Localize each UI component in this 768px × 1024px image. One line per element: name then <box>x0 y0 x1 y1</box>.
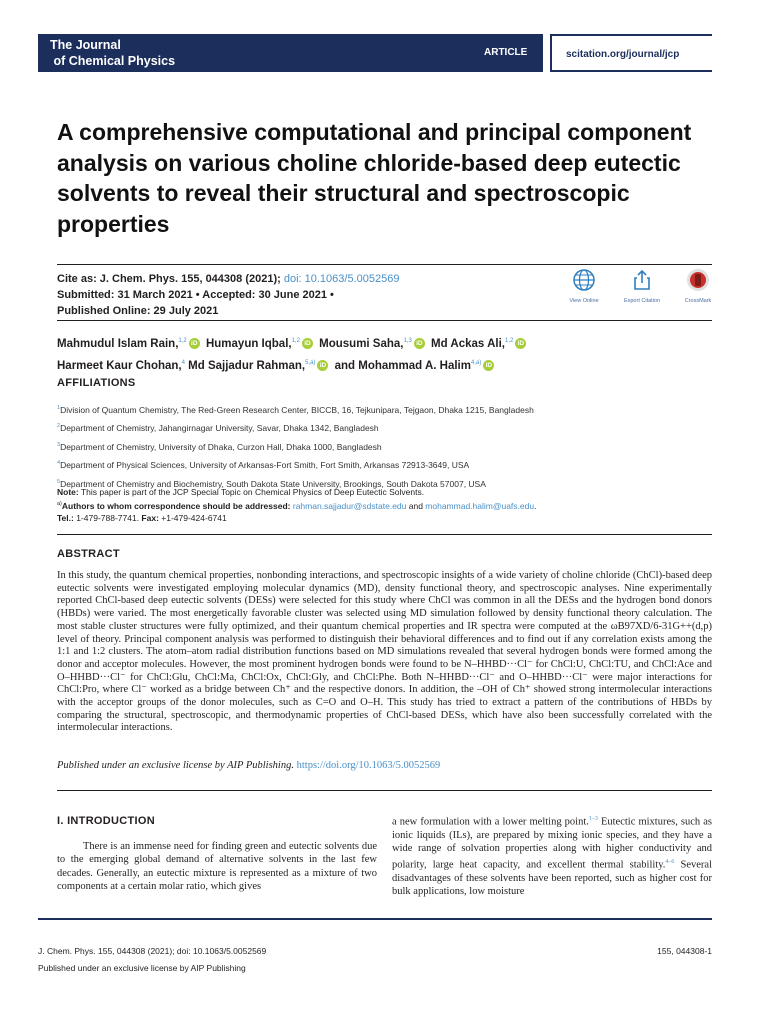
orcid-icon[interactable]: iD <box>414 338 425 349</box>
telephone: 1-479-788-7741. <box>73 513 142 524</box>
view-online-button[interactable] <box>556 268 612 304</box>
journal-name[interactable]: The Journal of Chemical Physics <box>50 38 176 68</box>
note-text: This paper is part of the JCP Special Topic on Chemical Physics of Deep Eutectic Solvents. <box>78 487 425 497</box>
affiliation-item: $^5$Department of Chemistry and Biochemistry, South Dakota State University, Brookings, South Dakota 57007, USA <box>57 478 486 489</box>
author[interactable]: Humayun Iqbal,$^{1,2}$ <box>205 337 300 350</box>
submitted-dates: Submitted: 31 March 2021 • Accepted: 30 June 2021 • <box>57 289 334 301</box>
author[interactable]: Harmeet Kaur Chohan,$^4$ <box>57 359 185 372</box>
orcid-icon[interactable]: iD <box>302 338 313 349</box>
author[interactable]: Md Ackas Ali,$^{1,2}$ <box>431 337 514 350</box>
intro-right-column: a new formulation with a lower melting point.$^{1-3}$ Eutectic mixtures, such as ionic liquids (ILs), are prepared by mixing ionic species, and they have a wide range of solvation properties along with higher conductivity and polarity, large heat capacity, and excellent thermal stability.$^{4-6}$ Several disadvantages of these solvents have been reported, such as higher cost for bulk applications, low moisture <box>392 816 713 898</box>
doi-link[interactable]: doi: 10.1063/5.0052569 <box>283 273 400 285</box>
crossmark-label: CrossMark <box>684 298 712 304</box>
introduction-heading: I. INTRODUCTION <box>57 815 155 827</box>
author[interactable]: and Mohammad A. Halim$^{4,a)}$ <box>334 359 482 372</box>
crossmark-icon <box>686 268 710 292</box>
abstract-text: In this study, the quantum chemical properties, nonbonding interactions, and spectroscopic insights of a wide variety of choline chloride (ChCl)-based deep eutectic solvents were investigated employing molecular dynamics (MD), density functional theory, and spectroscopic analyses. Nine experimentally reported ChCl-based deep eutectic solvents (DESs) were selected for this study where ChCl was common in all the DESs and the hydrogen bond donors (HBDs) were varied. The most energetically favorable cluster was selected using MD simulation followed by density functional theory calculation. The most stable cluster structures were fully optimized, and their quantum chemical properties and IR spectra were computed at the ωB97XD/6-31G++(d,p) level of theory. Principal component analysis was performed to distinguish their behavioral differences and to find out if any correlation exists among the 1:1 and 1:2 clusters. The atom–atom radial distribution functions based on MD simulations revealed that several hydrogen bonds were formed among the donor and acceptor molecules. However, the most prominent hydrogen bonds were found to be N–HHBD···Cl⁻ for ChCl:U, ChCl:TU, and ChCl:Ace and O–HHBD···Cl⁻ for ChCl:Glu, ChCl:Ma, ChCl:Ox, ChCl:Gly, and ChCl:Phe. Both N–HHBD···Cl⁻ and O–HHBD···Cl⁻ were major interactions for ChCl:Pro, where Cl⁻ worked as a bridge between Ch⁺ and the respective donors. In addition, the –OH of Ch⁺ showed strong intermolecular interactions with the acceptor groups of the donor molecules, such as C=O and O–H. This study has tried to extract a pattern of the contributions of HBDs by comparing the structural, spectroscopic, and thermodynamic properties of ChCl-based DESs, which have also been successfully correlated with the intermolecular interactions. <box>57 570 712 734</box>
globe-icon <box>572 268 596 292</box>
orcid-icon[interactable]: iD <box>483 360 494 371</box>
article-type-label: ARTICLE <box>484 47 528 58</box>
citation-block <box>57 271 477 319</box>
correspondence-label: Authors to whom correspondence should be addressed: <box>61 501 291 512</box>
export-icon <box>630 268 654 292</box>
published-date: Published Online: 29 July 2021 <box>57 305 219 317</box>
cite-as: Cite as: J. Chem. Phys. 155, 044308 (2021); <box>57 273 284 285</box>
divider <box>57 264 712 265</box>
divider <box>57 534 712 535</box>
author[interactable]: Mousumi Saha,$^{1,3}$ <box>319 337 412 350</box>
note-label: Note: <box>57 487 79 497</box>
orcid-icon[interactable]: iD <box>189 338 200 349</box>
footer-citation: J. Chem. Phys. 155, 044308 (2021); doi: 10.1063/5.0052569 <box>38 946 267 956</box>
crossmark-button[interactable] <box>670 268 726 304</box>
email-link[interactable]: rahman.sajjadur@sdstate.edu <box>292 501 407 512</box>
author[interactable]: Mahmudul Islam Rain,$^{1,2}$ <box>57 337 187 350</box>
intro-left-column: There is an immense need for finding green and eutectic solvents due to the emerging global demand of alternative solvents in the last few decades. Generally, an eutectic mixture is represented as a mixture of two components at a certain molar ratio, which gives <box>57 841 377 893</box>
affiliation-item: $^1$Division of Quantum Chemistry, The Red-Green Research Center, BICCB, 16, Tejkunipara, Tejgaon, Dhaka 1215, Bangladesh <box>57 404 534 415</box>
citation-ref[interactable]: 1–3 <box>588 816 598 822</box>
footer-rule <box>38 918 712 920</box>
export-citation-button[interactable] <box>614 268 670 304</box>
author-list <box>57 332 697 376</box>
footer-page-number: 155, 044308-1 <box>657 946 712 956</box>
abstract-heading: ABSTRACT <box>57 548 120 560</box>
affiliation-item: $^3$Department of Chemistry, University of Dhaka, Curzon Hall, Dhaka 1000, Bangladesh <box>57 441 382 452</box>
footer-license: Published under an exclusive license by AIP Publishing <box>38 963 246 973</box>
email-link[interactable]: mohammad.halim@uafs.edu <box>425 501 535 512</box>
journal-site-link[interactable]: scitation.org/journal/jcp <box>566 49 680 60</box>
affiliation-item: $^2$Department of Chemistry, Jahangirnagar University, Savar, Dhaka 1342, Bangladesh <box>57 423 379 434</box>
orcid-icon[interactable]: iD <box>317 360 328 371</box>
affiliation-item: $^4$Department of Physical Sciences, University of Arkansas-Fort Smith, Fort Smith, Arkansas 72913-3649, USA <box>57 460 470 471</box>
affiliations-list <box>57 400 707 492</box>
affiliations-heading: AFFILIATIONS <box>57 377 136 389</box>
paper-title: A comprehensive computational and principal component analysis on various choline chloride-based deep eutectic solvents to reveal their structural and spectroscopic properties <box>57 119 692 237</box>
author[interactable]: Md Sajjadur Rahman,$^{5,a)}$ <box>188 359 316 372</box>
doi-url-link[interactable]: https://doi.org/10.1063/5.0052569 <box>296 760 441 771</box>
citation-ref[interactable]: 4–6 <box>665 858 675 865</box>
license-line: Published under an exclusive license by AIP Publishing. https://doi.org/10.1063/5.0052569 <box>57 760 441 771</box>
orcid-icon[interactable]: iD <box>515 338 526 349</box>
note-block: Note: This paper is part of the JCP Special Topic on Chemical Physics of Deep Eutectic Solvents. $^{a)}$Authors to whom correspondence should be addressed: rahman.sajjadur@sdstate.edu and mohammad.halim@uafs.edu. Tel.: 1-479-788-7741. Fax: +1-479-424-6741 <box>57 487 537 524</box>
view-online-label: View Online <box>569 298 599 304</box>
divider <box>57 320 712 321</box>
divider <box>57 790 712 791</box>
export-citation-label: Export Citation <box>623 298 661 304</box>
fax: +1-479-424-6741 <box>158 513 227 524</box>
